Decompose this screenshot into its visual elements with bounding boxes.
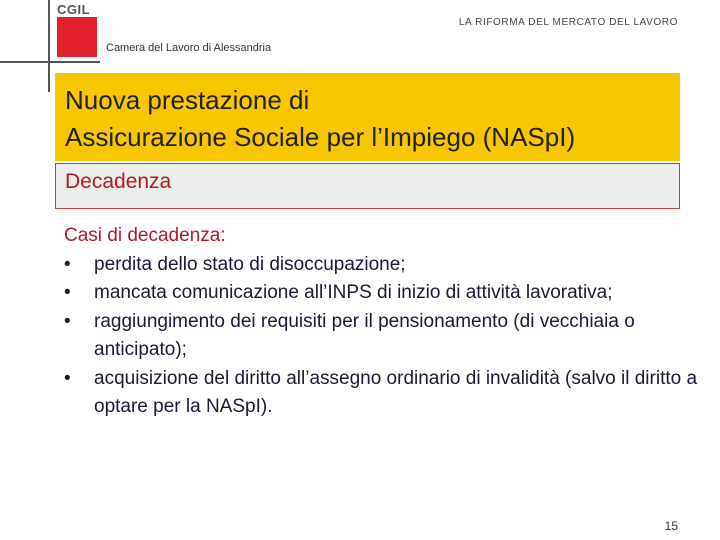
organization-name: Camera del Lavoro di Alessandria (106, 42, 272, 54)
bullet-text: raggiungimento dei requisiti per il pensionamento (di vecchiaia o anticipato); (94, 310, 635, 360)
decorative-vertical-line (48, 0, 50, 92)
title-line-1: Nuova prestazione di (65, 85, 310, 115)
bullet-item (64, 365, 704, 422)
cgil-logo-icon (57, 17, 97, 57)
bullet-text: mancata comunicazione all’INPS di inizio di attività lavorativa; (94, 282, 613, 303)
content-intro: Casi di decadenza: (64, 225, 226, 246)
title-banner (55, 73, 680, 161)
bullet-text: perdita dello stato di disoccupazione; (94, 253, 406, 275)
header-title: LA RIFORMA DEL MERCATO DEL LAVORO (458, 17, 678, 28)
bullet-text: acquisizione del diritto all’assegno ordinario di invalidità (salvo il diritto a optare per la NASpI). (94, 367, 698, 417)
page-number: 15 (664, 519, 678, 533)
subtitle-banner (55, 163, 680, 209)
content-body (64, 222, 704, 422)
bullet-marker: • (64, 367, 71, 389)
bullet-marker: • (64, 282, 71, 303)
decorative-horizontal-line (0, 61, 100, 63)
cgil-logo-text: CGIL (57, 2, 91, 17)
bullet-item (64, 308, 704, 365)
bullet-marker: • (64, 253, 71, 275)
subtitle: Decadenza (65, 170, 172, 193)
bullet-item (64, 251, 704, 280)
bullet-item (64, 279, 704, 308)
title-line-2: Assicurazione Sociale per l’Impiego (NASpI) (65, 122, 576, 152)
bullet-marker: • (64, 310, 71, 332)
